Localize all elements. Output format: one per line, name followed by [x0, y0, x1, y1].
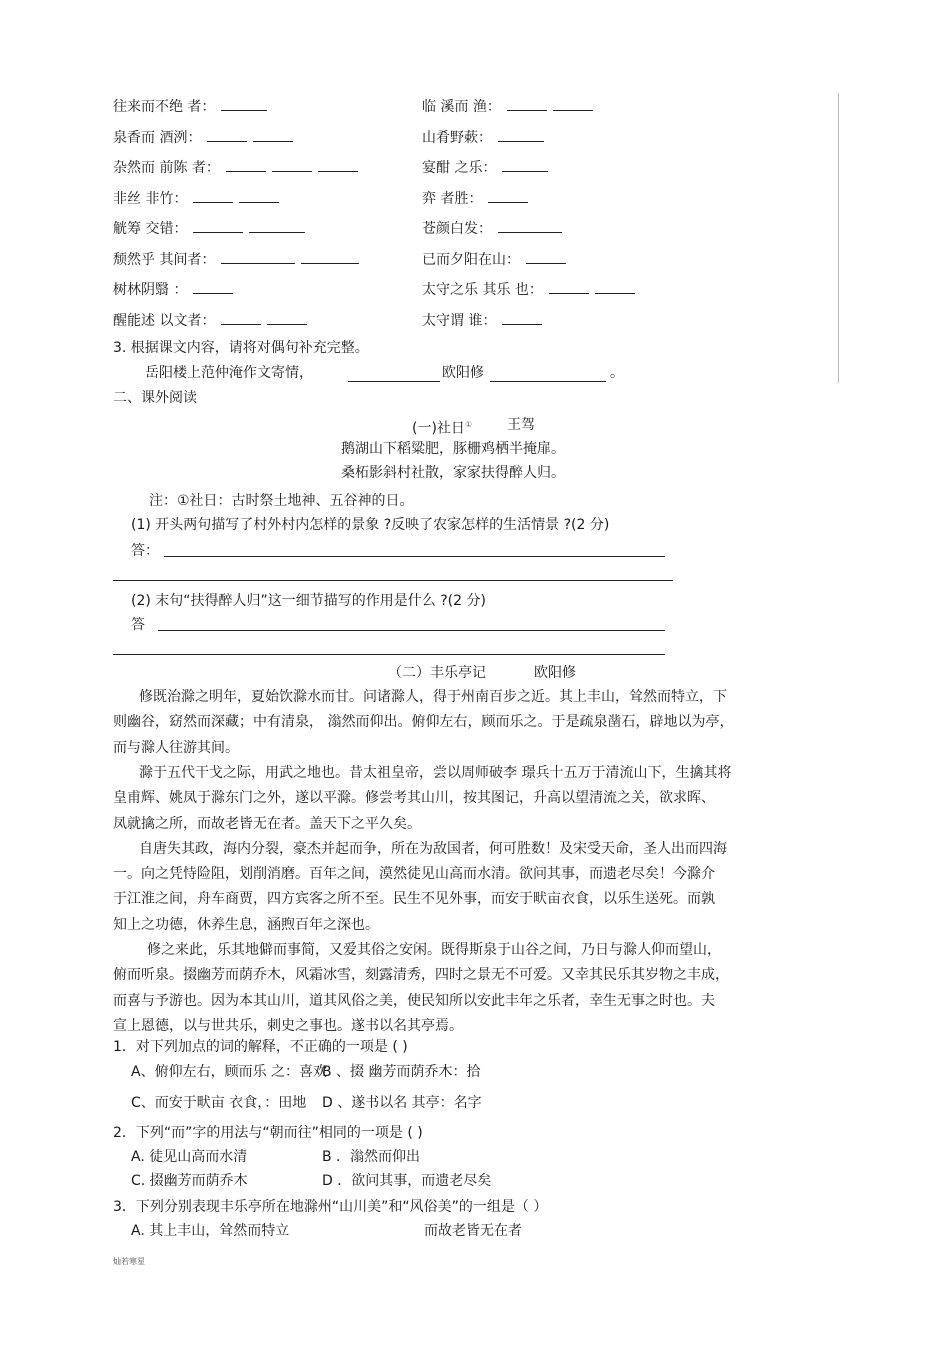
vocab-term: 弈 者胜： — [422, 190, 483, 207]
fill-blank[interactable] — [249, 218, 305, 233]
mc-option[interactable]: D ．欲问其事，而遗老尽矣 — [322, 1173, 492, 1189]
q3-blank-1[interactable] — [348, 381, 440, 382]
essay-line: 于江淮之间，舟车商贾，四方宾客之所不至。民生不见外事，而安于畎亩衣食，以乐生送死。而孰 — [113, 891, 715, 908]
section-heading: 二、课外阅读 — [113, 390, 197, 406]
essay-author: 欧阳修 — [534, 665, 576, 681]
fill-blank[interactable] — [226, 157, 266, 172]
table-right-border — [838, 93, 839, 383]
fill-blank[interactable] — [193, 188, 233, 203]
vocab-item — [113, 218, 305, 238]
poem-note: 注：①社日：古时祭土地神、五谷神的日。 — [149, 493, 414, 509]
vocab-item — [422, 249, 566, 269]
fill-blank[interactable] — [193, 218, 243, 233]
essay-line: 而与滁人往游其间。 — [113, 739, 239, 756]
fill-blank[interactable] — [318, 157, 358, 172]
q3-part-c: 。 — [610, 365, 624, 381]
fill-blank[interactable] — [221, 96, 267, 111]
mc-option[interactable]: 而故老皆无在者 — [424, 1223, 522, 1239]
fill-blank[interactable] — [301, 249, 359, 264]
vocab-item — [422, 127, 544, 147]
vocab-item — [422, 188, 528, 208]
fill-blank[interactable] — [549, 279, 589, 294]
vocab-item — [113, 188, 279, 208]
vocab-item — [113, 96, 267, 116]
q3-blank-2[interactable] — [490, 381, 606, 382]
fill-blank[interactable] — [239, 188, 279, 203]
fill-blank[interactable] — [502, 310, 542, 325]
vocab-item — [422, 96, 593, 116]
answer-label-1: 答： — [131, 543, 159, 559]
vocab-term: 太守谓 谁： — [422, 312, 497, 329]
mc-option[interactable]: B 、掇 幽芳而荫乔木：拾 — [322, 1064, 481, 1080]
poem-question-2: (2) 末句“扶得醉人归”这一细节描写的作用是什么 ?(2 分) — [131, 593, 486, 609]
vocab-item — [113, 279, 233, 299]
fill-blank[interactable] — [253, 127, 293, 142]
fill-blank[interactable] — [498, 218, 562, 233]
essay-line: 知上之功德，休养生息，涵煦百年之深也。 — [113, 916, 379, 933]
vocab-item — [422, 157, 548, 177]
vocab-term: 临 溪而 渔： — [422, 99, 501, 115]
answer-line[interactable] — [158, 630, 665, 631]
mc-option[interactable]: C、而安于畎亩 衣食，：田地 — [131, 1095, 307, 1111]
fill-blank[interactable] — [502, 157, 548, 172]
poem-title — [412, 416, 472, 438]
fill-blank[interactable] — [272, 157, 312, 172]
essay-line: 皇甫辉、姚凤于滁东门之外，遂以平滁。修尝考其山川，按其图记，升高以望清流之关，欲求晖、 — [113, 790, 715, 807]
vocab-item — [113, 127, 293, 147]
mc-option[interactable]: D 、遂书以名 其亭：名字 — [322, 1095, 482, 1111]
fill-blank[interactable] — [526, 249, 566, 264]
vocab-term: 醒能述 以文者： — [113, 312, 216, 329]
essay-line: 一。向之凭恃险阻，划削消磨。百年之间，漠然徒见山高而水清。欲问其事，而遗老尽矣！今滁介 — [113, 866, 715, 883]
mc-question-stem: 3．下列分别表现丰乐亭所在地滁州“山川美”和“风俗美”的一组是（ ） — [113, 1199, 548, 1215]
fill-blank[interactable] — [221, 249, 295, 264]
essay-line: 修既治滁之明年，夏始饮滁水而甘。问诸滁人，得于州南百步之近。其上丰山，耸然而特立，下 — [139, 689, 727, 705]
poem-author: 王驾 — [507, 417, 535, 433]
footer-mark: 灿若寒星 — [113, 1257, 145, 1266]
essay-line: 滁于五代干戈之际，用武之地也。昔太祖皇帝，尝以周师破李 璟兵十五万于清流山下，生擒其将 — [139, 764, 732, 781]
vocab-item — [113, 310, 307, 330]
vocab-term: 苍颜白发： — [422, 221, 492, 237]
fill-blank[interactable] — [267, 310, 307, 325]
mc-question-stem: 1．对下列加点的词的解释，不正确的一项是 ( ) — [113, 1039, 408, 1055]
vocab-term: 泉香而 酒洌： — [113, 129, 202, 146]
essay-line: 俯而听泉。掇幽芳而荫乔木，风霜冰雪，刻露清秀，四时之景无不可爱。又幸其民乐其岁物之丰成， — [113, 967, 729, 984]
essay-line: 而喜与予游也。因为本其山川，道其风俗之美，使民知所以安此丰年之乐者，幸生无事之时也。夫 — [113, 992, 715, 1009]
essay-line: 凤就擒之所，而故老皆无在者。盖天下之平久矣。 — [113, 815, 421, 832]
mc-option[interactable]: A. 徒见山高而水清 — [131, 1149, 248, 1165]
fill-blank[interactable] — [553, 96, 593, 111]
poem-title-text: (一)社日 — [412, 420, 465, 437]
poem-line-1: 鹅湖山下稻粱肥，豚栅鸡栖半掩扉。 — [341, 441, 565, 457]
vocab-term: 已而夕阳在山： — [422, 251, 520, 268]
mc-option[interactable]: A、俯仰左右，顾而乐 之：喜欢 — [131, 1064, 328, 1080]
essay-title: （二）丰乐亭记 — [388, 665, 486, 681]
essay-line: 修之来此，乐其地僻而事简，又爱其俗之安闲。既得斯泉于山谷之间，乃日与滁人仰而望山， — [147, 942, 721, 958]
essay-line: 自唐失其政，海内分裂，豪杰并起而争，所在为敌国者，何可胜数！及宋受天命，圣人出而四海 — [139, 840, 727, 857]
vocab-item — [422, 279, 635, 299]
mc-option[interactable]: A. 其上丰山，耸然而特立 — [131, 1223, 290, 1239]
fill-blank[interactable] — [595, 279, 635, 294]
fill-blank[interactable] — [193, 279, 233, 294]
essay-line: 宣上恩德，以与世共乐，刺史之事也。遂书以名其亭焉。 — [113, 1017, 463, 1034]
answer-line[interactable] — [164, 556, 665, 557]
fill-blank[interactable] — [207, 127, 247, 142]
answer-line[interactable] — [113, 580, 673, 581]
fill-blank[interactable] — [507, 96, 547, 111]
vocab-item — [113, 157, 358, 177]
vocab-term: 觥筹 交错： — [113, 221, 188, 237]
vocab-item — [422, 310, 542, 330]
fill-blank[interactable] — [488, 188, 528, 203]
essay-line: 则幽谷，窈然而深藏；中有清泉， 滃然而仰出。俯仰左右，顾而乐之。于是疏泉凿石，辟地以为亭， — [113, 714, 734, 731]
vocab-term: 宴酣 之乐： — [422, 160, 497, 176]
vocab-term: 杂然而 前陈 者： — [113, 160, 220, 176]
vocab-term: 山肴野蔌： — [422, 129, 492, 146]
fill-blank[interactable] — [498, 127, 544, 142]
vocab-term: 往来而不绝 者： — [113, 99, 216, 115]
answer-line[interactable] — [113, 654, 665, 655]
question-3-line — [145, 364, 313, 382]
mc-question-stem: 2．下列“而”字的用法与“朝而往”相同的一项是 ( ) — [113, 1125, 423, 1141]
poem-line-2: 桑柘影斜村社散，家家扶得醉人归。 — [341, 465, 565, 481]
poem-note-mark: ① — [464, 420, 473, 429]
question-3-title: 3. 根据课文内容，请将对偶句补充完整。 — [113, 340, 369, 356]
q3-part-a: 岳阳楼上范仲淹作文寄情， — [145, 365, 313, 381]
vocab-item — [113, 249, 359, 269]
poem-question-1: (1) 开头两句描写了村外村内怎样的景象 ?反映了农家怎样的生活情景 ?(2 分) — [131, 517, 610, 533]
q3-part-b: 欧阳修 — [442, 365, 484, 381]
vocab-term: 树林阴翳 ： — [113, 282, 188, 298]
vocab-term: 非丝 非竹： — [113, 190, 188, 207]
mc-option[interactable]: B ．滃然而仰出 — [322, 1149, 421, 1165]
mc-option[interactable]: C. 掇幽芳而荫乔木 — [131, 1173, 248, 1189]
vocab-term: 太守之乐 其乐 也： — [422, 282, 543, 298]
vocab-item — [422, 218, 562, 238]
fill-blank[interactable] — [221, 310, 261, 325]
vocab-term: 颓然乎 其间者： — [113, 251, 216, 268]
answer-label-2: 答 — [131, 617, 145, 633]
